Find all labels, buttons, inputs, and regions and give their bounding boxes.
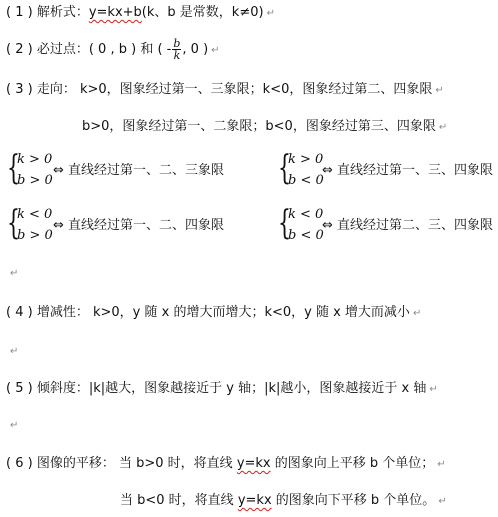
- direction-b-text: b>0，图象经过第一、二象限；b<0，图象经过第三、四象限: [82, 119, 436, 134]
- condition-b: b > 0: [17, 228, 53, 243]
- slope-text: |k|越大，图象越接近于 y 轴；|k|越小，图象越接近于 x 轴: [88, 381, 427, 396]
- condition-b: b > 0: [17, 173, 53, 188]
- item-label: 走向：: [36, 82, 76, 97]
- item-label: 必过点：: [36, 42, 89, 57]
- translation-up-pre: 当 b>0 时，将直线: [118, 456, 233, 471]
- line-direction-k: [6, 82, 444, 99]
- direction-k-text: k>0，图象经过第一、三象限；k<0，图象经过第二、四象限: [79, 82, 433, 97]
- condition-k: k > 0: [17, 152, 53, 167]
- item-label: 倾斜度：: [36, 381, 89, 396]
- system-k-pos-b-neg: [278, 150, 498, 192]
- formula: y=kx+b: [88, 5, 142, 20]
- formula-rest: (k、b 是常数，k: [141, 5, 240, 20]
- condition-k: k < 0: [17, 207, 53, 222]
- translation-up-post: 的图象向上平移 b 个单位；: [274, 456, 435, 471]
- system-k-pos-b-pos: [7, 150, 267, 192]
- line-monotonicity: [6, 305, 421, 322]
- fraction-numerator: b: [173, 37, 181, 50]
- formula-tail: 0): [250, 5, 264, 20]
- item-number: ( 2 ): [6, 42, 33, 57]
- item-label: 解析式：: [36, 5, 89, 20]
- return-mark: ↵: [10, 268, 19, 279]
- return-mark: ↵: [437, 459, 446, 470]
- item-label: 增减性：: [36, 305, 89, 320]
- condition-k: k < 0: [288, 207, 324, 222]
- neq-symbol: ≠: [239, 5, 251, 20]
- line-analytic-formula: [6, 5, 275, 22]
- item-number: ( 3 ): [6, 82, 33, 97]
- item-number: ( 5 ): [6, 381, 33, 396]
- system-description: ⇔ 直线经过第二、三、四象限: [322, 218, 494, 233]
- translation-down-pre: 当 b<0 时，将直线: [120, 493, 234, 508]
- item-label: 图像的平移：: [36, 456, 115, 471]
- return-mark: ↵: [429, 384, 438, 395]
- return-mark: ↵: [211, 45, 220, 56]
- and-word: 和: [140, 42, 154, 57]
- return-mark: ↵: [10, 346, 19, 357]
- fraction-denominator: k: [173, 49, 181, 62]
- line-translation-up: [6, 456, 446, 473]
- item-number: ( 6 ): [6, 456, 33, 471]
- return-mark: ↵: [266, 8, 275, 19]
- formula: y=kx: [237, 493, 272, 508]
- brace: {: [7, 148, 20, 188]
- return-mark: ↵: [438, 496, 447, 507]
- condition-k: k > 0: [288, 152, 324, 167]
- system-description: ⇔ 直线经过第一、三、四象限: [322, 163, 494, 178]
- brace: {: [278, 148, 291, 188]
- item-number: ( 4 ): [6, 305, 33, 320]
- formula: y=kx: [236, 456, 271, 471]
- line-slope: [6, 381, 438, 398]
- return-mark: ↵: [435, 85, 444, 96]
- condition-b: b < 0: [288, 228, 324, 243]
- system-k-neg-b-neg: [278, 205, 498, 247]
- item-number: ( 1 ): [6, 5, 33, 20]
- line-fixed-points: [6, 38, 220, 61]
- translation-down-post: 的图象向下平移 b 个单位。: [275, 493, 436, 508]
- system-k-neg-b-pos: [7, 205, 267, 247]
- system-description: ⇔ 直线经过第一、二、四象限: [53, 218, 225, 233]
- return-mark: ↵: [412, 308, 422, 319]
- return-mark: ↵: [10, 420, 19, 431]
- return-mark: ↵: [438, 122, 448, 133]
- line-translation-down: [120, 493, 447, 510]
- condition-b: b < 0: [288, 173, 324, 188]
- monotonicity-text: k>0，y 随 x 的增大而增大；k<0，y 随 x 增大而减小: [92, 305, 410, 320]
- point-two-open: ( -: [157, 42, 172, 57]
- point-two-close: , 0 ): [182, 42, 209, 57]
- fraction-b-over-k: [172, 38, 181, 61]
- point-one: ( 0 , b ): [88, 42, 137, 57]
- line-direction-b: [82, 119, 447, 136]
- brace: {: [7, 203, 20, 243]
- brace: {: [278, 203, 291, 243]
- system-description: ⇔ 直线经过第一、二、三象限: [53, 163, 225, 178]
